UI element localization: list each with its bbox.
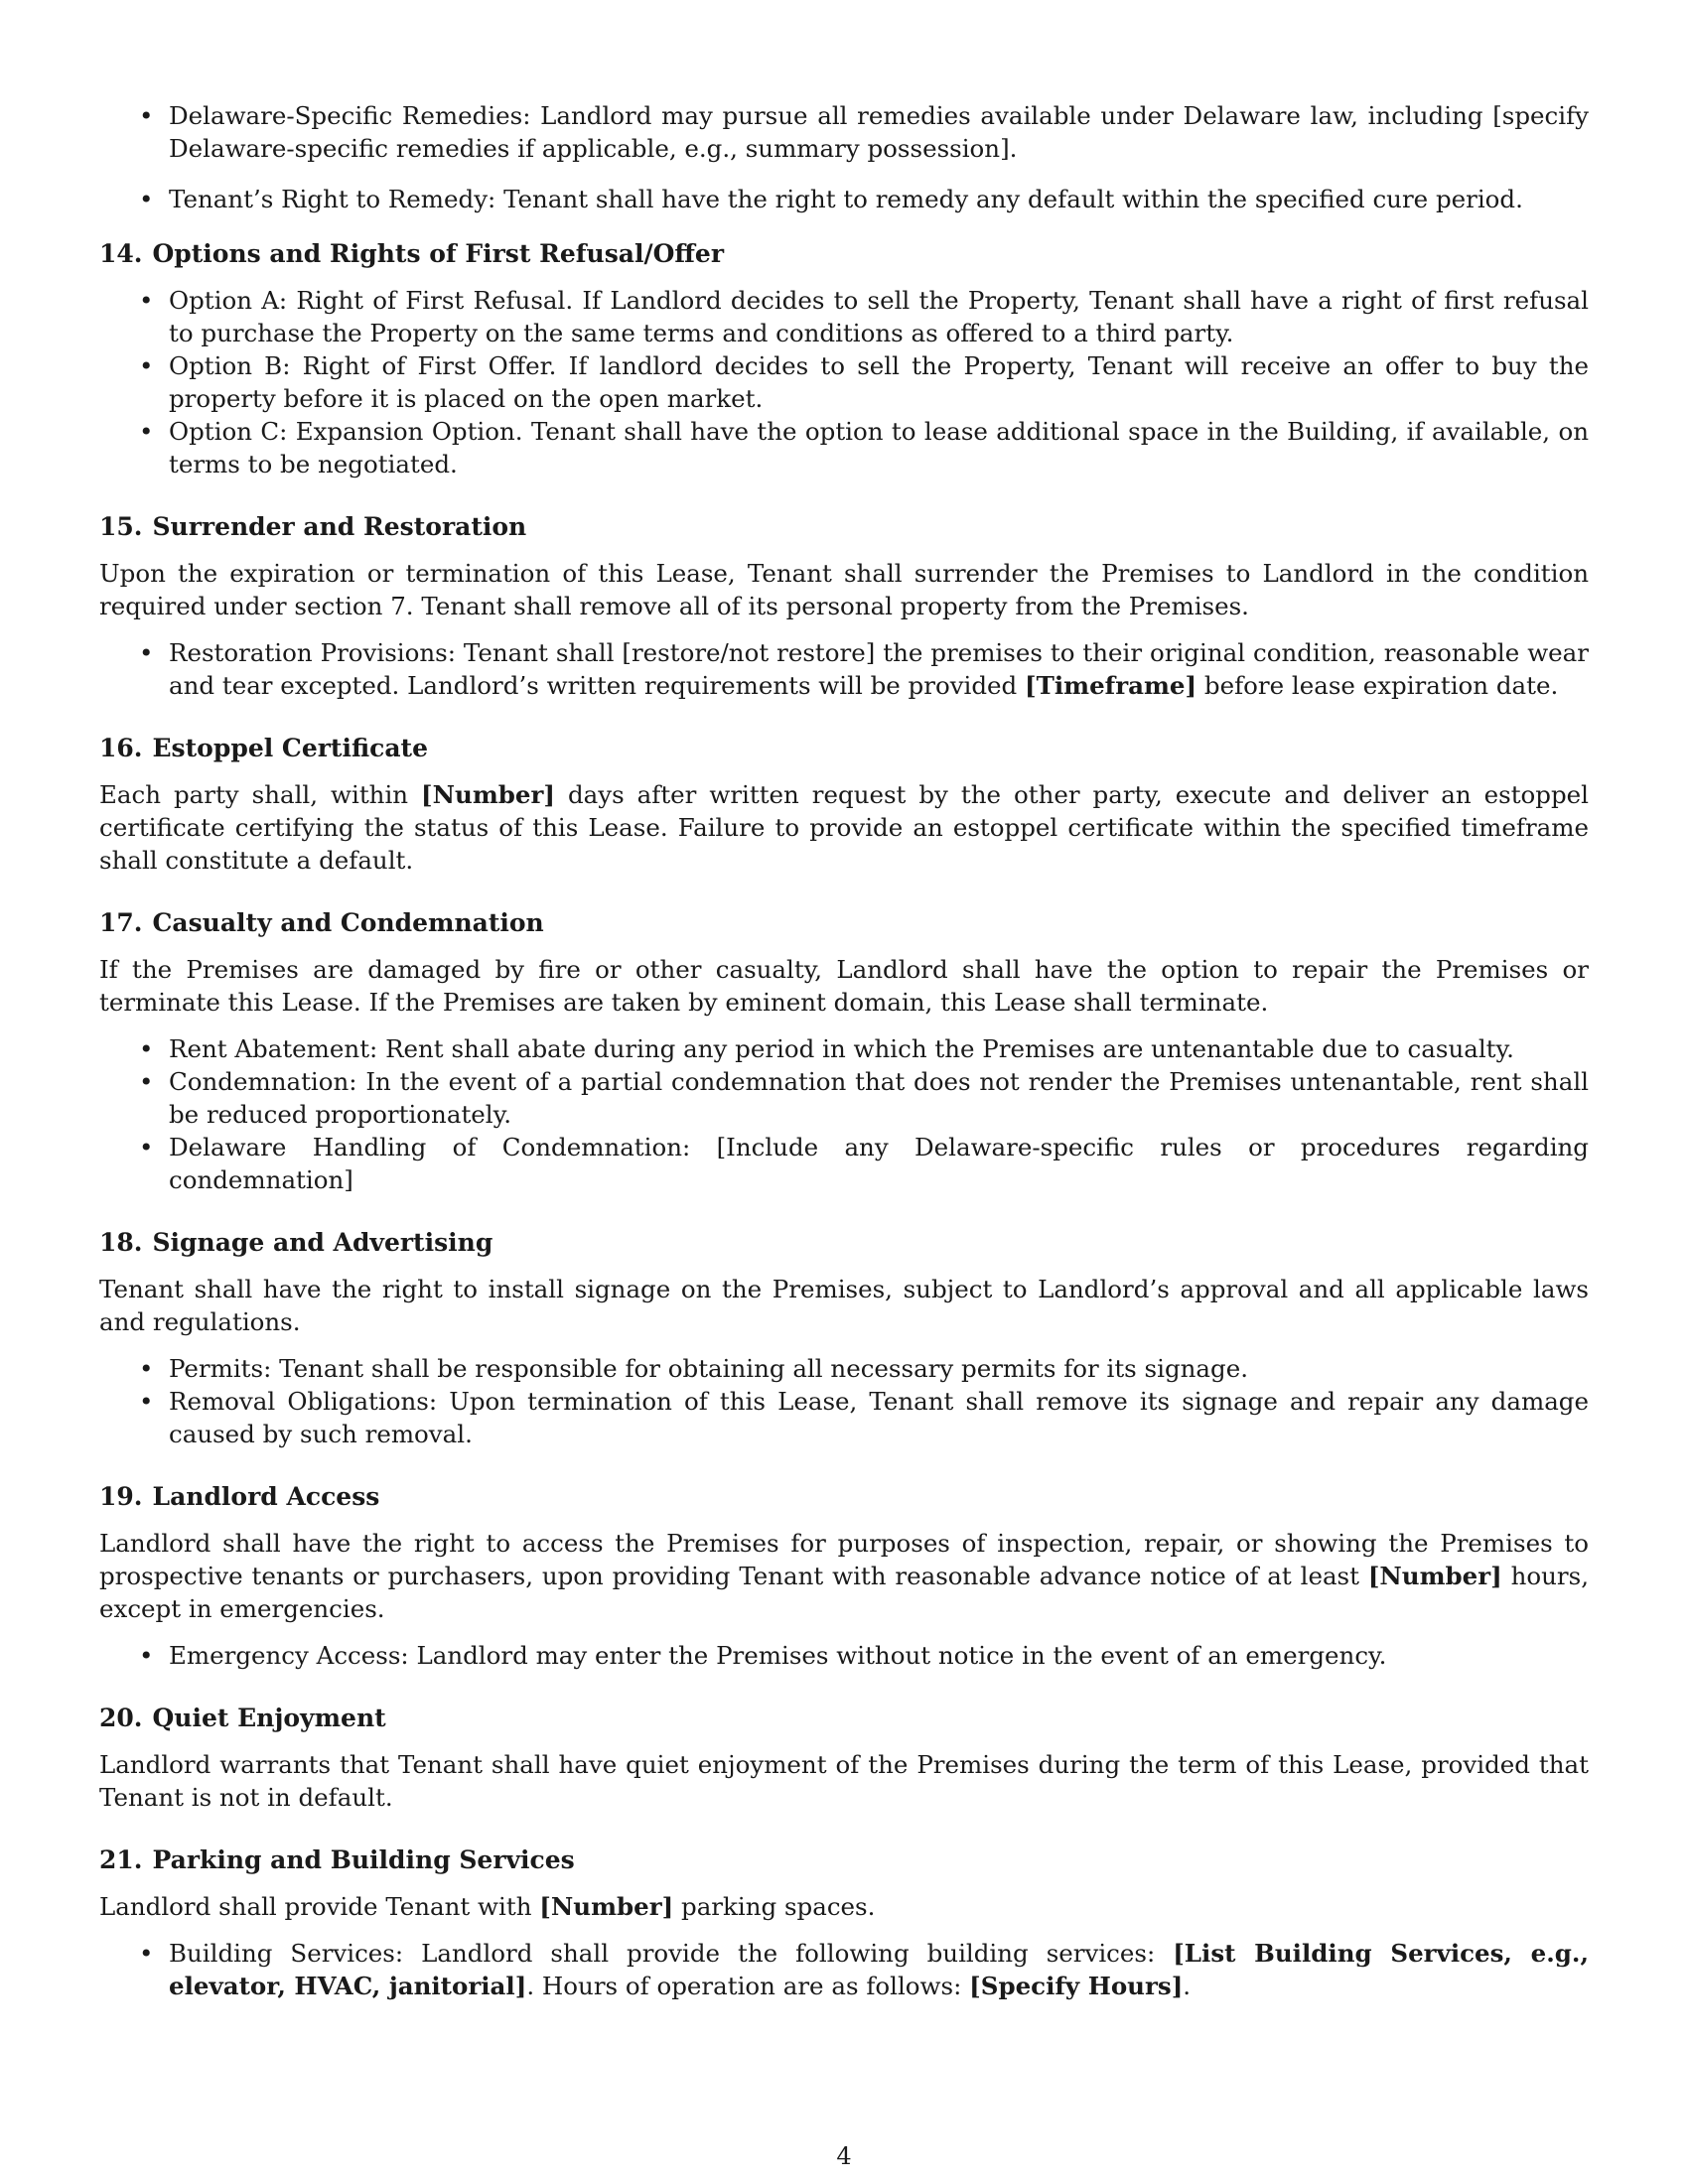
section-17-paragraph: If the Premises are damaged by fire or other casualty, Landlord shall have the option to repair the Premises or terminate this Lease. If the Premises are taken by eminent domain, this Lease shall terminate. [99,955,1589,1017]
section-15-list [99,636,1589,702]
list-item: • Removal Obligations: Upon termination of this Lease, Tenant shall remove its signage and repair any damage caused by such removal. [99,1385,1589,1450]
section-18-heading [99,1226,1589,1259]
list-item-text: . Hours of operation are as follows: [526,1972,970,2000]
placeholder-hours: [Specify Hours] [969,1972,1184,2000]
paragraph-text: parking spaces. [673,1892,876,1921]
document-page [99,99,1589,2002]
placeholder-timeframe: [Timeframe] [1025,671,1197,700]
list-item-text: . [1183,1972,1192,2000]
placeholder-building-services: [List Building Services, e.g., elevator, HVAC, janitorial] [169,1939,1589,2000]
list-item-text: Building Services: Landlord shall provide the following building services: [169,1939,1174,1968]
section-number: 18. [99,1228,143,1257]
section-19-paragraph [99,1527,1589,1625]
section-title: Estoppel Certificate [152,734,428,762]
section-15-paragraph: Upon the expiration or termination of this Lease, Tenant shall surrender the Premises to Landlord in the condition required under section 7. Tenant shall remove all of its personal property from the Premises. [99,559,1589,620]
list-item: • Tenant’s Right to Remedy: Tenant shall have the right to remedy any default within the specified cure period. [99,183,1589,215]
placeholder-number: [Number] [1367,1562,1502,1590]
section-18-list [99,1352,1589,1450]
section-number: 19. [99,1482,143,1511]
list-item [99,1937,1589,2002]
section-number: 17. [99,908,143,937]
section-title: Casualty and Condemnation [152,908,544,937]
section-number: 16. [99,734,143,762]
paragraph-text: hours, except in emergencies. [99,1562,1589,1623]
list-item: • Condemnation: In the event of a partial condemnation that does not render the Premises untenantable, rent shall be reduced proportionately. [99,1065,1589,1131]
section-21-paragraph [99,1890,1589,1923]
placeholder-number: [Number] [539,1892,674,1921]
section-21-heading [99,1843,1589,1876]
section-number: 20. [99,1704,143,1732]
section-21-list [99,1937,1589,2002]
section-15-heading [99,510,1589,543]
list-item: • Delaware Handling of Condemnation: [Include any Delaware-specific rules or procedures regarding condemnation] [99,1131,1589,1196]
section-19-heading [99,1480,1589,1513]
section-title: Landlord Access [152,1482,380,1511]
section-19-list [99,1639,1589,1672]
section-14-heading [99,237,1589,270]
paragraph-text: Landlord shall have the right to access the Premises for purposes of inspection, repair, or showing the Premises to prospective tenants or purchasers, upon providing Tenant with reasonable advance notice of at least [99,1529,1589,1590]
section-20-heading [99,1702,1589,1734]
section-number: 15. [99,512,143,541]
list-item: • Rent Abatement: Rent shall abate during any period in which the Premises are untenantable due to casualty. [99,1032,1589,1065]
list-item: • Emergency Access: Landlord may enter the Premises without notice in the event of an emergency. [99,1639,1589,1672]
paragraph-text: Each party shall, within [99,780,422,809]
section-14-list [99,284,1589,480]
section-title: Parking and Building Services [152,1845,575,1874]
section-17-heading [99,906,1589,939]
list-item-text: Restoration Provisions: Tenant shall [restore/not restore] the premises to their original condition, reasonable wear and tear excepted. Landlord’s written requirements will be provided [169,638,1589,700]
list-item: • Delaware-Specific Remedies: Landlord may pursue all remedies available under Delaware law, including [specify Delaware-specific remedies if applicable, e.g., summary possession]. [99,99,1589,165]
section-number: 14. [99,239,143,268]
section-16-paragraph [99,778,1589,877]
list-item: • Option A: Right of First Refusal. If Landlord decides to sell the Property, Tenant shall have a right of first refusal to purchase the Property on the same terms and conditions as offered to a third party. [99,284,1589,349]
list-item: • Option C: Expansion Option. Tenant shall have the option to lease additional space in the Building, if available, on terms to be negotiated. [99,415,1589,480]
section-16-heading [99,732,1589,764]
section-20-paragraph: Landlord warrants that Tenant shall have quiet enjoyment of the Premises during the term of this Lease, provided that Tenant is not in default. [99,1750,1589,1812]
section-title: Quiet Enjoyment [152,1704,386,1732]
section-title: Surrender and Restoration [152,512,527,541]
placeholder-number: [Number] [421,780,555,809]
page-number: 4 [836,2142,852,2170]
section-title: Signage and Advertising [152,1228,493,1257]
section-17-list [99,1032,1589,1196]
paragraph-text: Landlord shall provide Tenant with [99,1892,540,1921]
top-bullet-list [99,99,1589,215]
list-item: • Option B: Right of First Offer. If landlord decides to sell the Property, Tenant will receive an offer to buy the property before it is placed on the open market. [99,349,1589,415]
paragraph-text: days after written request by the other party, execute and deliver an estoppel certificate certifying the status of this Lease. Failure to provide an estoppel certificate within the specified timeframe shall constitute a default. [99,780,1590,875]
list-item-text: before lease expiration date. [1196,671,1559,700]
section-number: 21. [99,1845,143,1874]
section-title: Options and Rights of First Refusal/Offer [152,239,725,268]
list-item: • Permits: Tenant shall be responsible for obtaining all necessary permits for its signage. [99,1352,1589,1385]
section-18-paragraph: Tenant shall have the right to install signage on the Premises, subject to Landlord’s approval and all applicable laws and regulations. [99,1275,1589,1336]
list-item [99,636,1589,702]
